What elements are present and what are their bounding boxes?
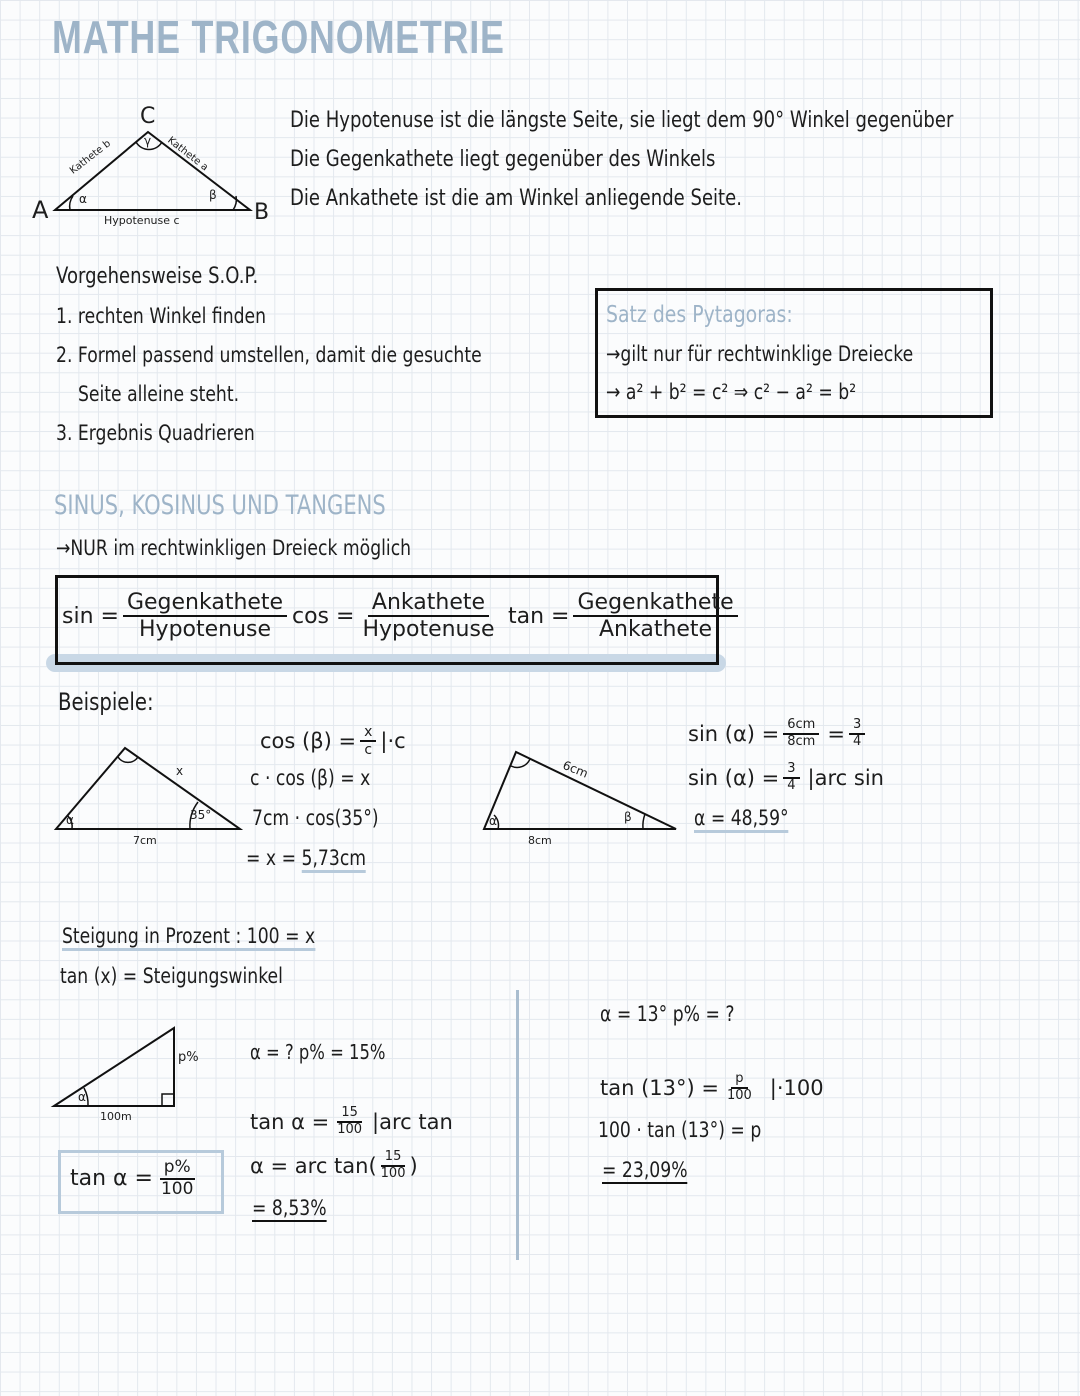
examples-heading: Beispiele: — [58, 688, 154, 716]
ex2-line-1-num: 6cm — [783, 718, 819, 735]
ex1-angle-label: 35° — [190, 808, 212, 822]
slope-left-line-1 — [250, 1106, 453, 1138]
vertical-divider — [516, 990, 519, 1260]
slope-right-result: = 23,09% — [602, 1158, 688, 1182]
slope-left-line-2 — [250, 1150, 418, 1182]
leg-a-label: Kathete a — [165, 135, 211, 174]
tan-denominator: Ankathete — [599, 617, 713, 643]
slope-left-l1-post: |arc tan — [372, 1109, 453, 1134]
angle-gamma-label: γ — [144, 134, 152, 148]
sin-denominator: Hypotenuse — [139, 617, 272, 643]
ex2-side-label: 6cm — [560, 758, 591, 781]
slope-right-l1-num: p — [731, 1072, 747, 1089]
ex2-line-1-num2: 3 — [849, 718, 865, 735]
slope-formula — [70, 1158, 197, 1199]
slope-left-result: = 8,53% — [252, 1196, 327, 1220]
slope-tri-base-label: 100m — [100, 1110, 132, 1123]
slope-right-given: α = 13° p% = ? — [600, 1002, 735, 1026]
slope-formula-num: p% — [160, 1158, 195, 1180]
tan-numerator: Gegenkathete — [573, 590, 737, 617]
sct-note: →NUR im rechtwinkligen Dreieck möglich — [56, 536, 412, 560]
slope-tri-alpha-label: α — [78, 1090, 86, 1104]
ex2-line-1-den2: 4 — [852, 733, 862, 749]
ex2-result: α = 48,59° — [694, 806, 789, 833]
slope-tri-p-label: p% — [178, 1050, 199, 1065]
page-title: MATHE TRIGONOMETRIE — [52, 11, 505, 63]
ex2-line-2-post: |arc sin — [807, 765, 884, 790]
pythagoras-condition: →gilt nur für rechtwinklige Dreiecke — [606, 342, 914, 366]
ex2-line-1-den: 8cm — [787, 733, 816, 749]
example-1-triangle — [50, 740, 260, 840]
slope-left-given: α = ? p% = 15% — [250, 1040, 386, 1064]
leg-b-label: Kathete b — [68, 138, 114, 177]
slope-right-l1-post: |·100 — [769, 1075, 824, 1100]
procedure-step-3: 3. Ergebnis Quadrieren — [56, 421, 255, 445]
procedure-heading: Vorgehensweise S.O.P. — [56, 264, 259, 289]
ex2-line-1 — [688, 718, 865, 750]
procedure-step-2: 2. Formel passend umstellen, damit die gesuchte — [56, 343, 482, 367]
ex1-line-4-pre: = x = — [246, 846, 297, 870]
cos-denominator: Hypotenuse — [362, 617, 495, 643]
tan-label: tan = — [508, 603, 570, 629]
ex1-result: 5,73cm — [301, 846, 366, 873]
ex2-beta-label: β — [624, 810, 632, 824]
angle-alpha-label: α — [79, 192, 87, 206]
ex1-base-label: 7cm — [133, 834, 157, 847]
cos-numerator: Ankathete — [368, 590, 489, 617]
ex1-alpha-label: α — [66, 813, 74, 827]
pythagoras-title: Satz des Pytagoras: — [606, 302, 793, 328]
slope-left-l1-den: 100 — [337, 1121, 363, 1137]
definition-ankathete: Die Ankathete ist die am Winkel anliegende Seite. — [290, 186, 742, 211]
slope-formula-den: 100 — [160, 1178, 194, 1199]
slope-left-l2-num: 15 — [381, 1150, 406, 1167]
ex1-side-x: x — [176, 764, 184, 778]
pythagoras-formula: → a² + b² = c² ⇒ c² − a² = b² — [606, 380, 857, 404]
ex2-line-1-eq: = — [827, 721, 845, 746]
ex2-line-2-den: 4 — [787, 777, 796, 793]
ex2-base-label: 8cm — [528, 834, 552, 847]
sin-label: sin = — [62, 603, 119, 629]
slope-line-2: tan (x) = Steigungswinkel — [60, 964, 283, 988]
ex2-line-2 — [688, 762, 884, 794]
definition-hypotenuse: Die Hypotenuse ist die längste Seite, sie liegt dem 90° Winkel gegenüber — [290, 108, 954, 133]
slope-left-l1-pre: tan α = — [250, 1109, 330, 1134]
procedure-step-1: 1. rechten Winkel finden — [56, 304, 267, 328]
slope-right-l1-den: 100 — [726, 1087, 752, 1103]
cos-formula — [292, 590, 499, 643]
ex1-line-1-pre: cos (β) = — [260, 729, 357, 754]
slope-left-l1-num: 15 — [337, 1106, 362, 1123]
hypotenuse-label: Hypotenuse c — [104, 214, 180, 227]
ex1-line-1 — [260, 724, 406, 758]
cos-label: cos = — [292, 603, 355, 629]
ex2-line-2-num: 3 — [783, 762, 799, 779]
slope-triangle — [50, 1020, 200, 1120]
sct-heading: SINUS, KOSINUS UND TANGENS — [54, 490, 386, 521]
sin-numerator: Gegenkathete — [123, 590, 287, 617]
slope-formula-pre: tan α = — [70, 1166, 153, 1192]
ex1-line-1-post: |·c — [380, 729, 406, 754]
ex2-line-2-pre: sin (α) = — [688, 765, 780, 790]
ex1-line-1-den: c — [364, 742, 373, 759]
slope-right-line-1 — [600, 1072, 824, 1104]
ex1-line-1-num: x — [360, 724, 376, 742]
slope-right-l1-pre: tan (13°) = — [600, 1075, 719, 1100]
ex1-line-2: c · cos (β) = x — [250, 766, 371, 790]
vertex-a: A — [32, 196, 49, 224]
slope-left-l2-den: 100 — [380, 1165, 406, 1181]
slope-line-1: Steigung in Prozent : 100 = x — [62, 924, 315, 951]
vertex-b: B — [254, 200, 270, 225]
tan-formula — [508, 590, 738, 643]
sin-formula — [62, 590, 287, 643]
slope-left-l2-pre: α = arc tan( — [250, 1153, 377, 1178]
ex2-line-1-pre: sin (α) = — [688, 721, 780, 746]
vertex-c: C — [140, 104, 156, 129]
definition-gegenkathete: Die Gegenkathete liegt gegenüber des Winkels — [290, 147, 716, 172]
slope-left-l2-post: ) — [409, 1153, 418, 1178]
ex2-alpha-label: α — [489, 814, 497, 828]
slope-right-line-2: 100 · tan (13°) = p — [598, 1118, 762, 1142]
angle-beta-label: β — [209, 188, 217, 202]
ex1-line-3: 7cm · cos(35°) — [252, 806, 379, 830]
procedure-step-2-continued: Seite alleine steht. — [78, 382, 240, 406]
example-2-triangle — [478, 740, 688, 840]
